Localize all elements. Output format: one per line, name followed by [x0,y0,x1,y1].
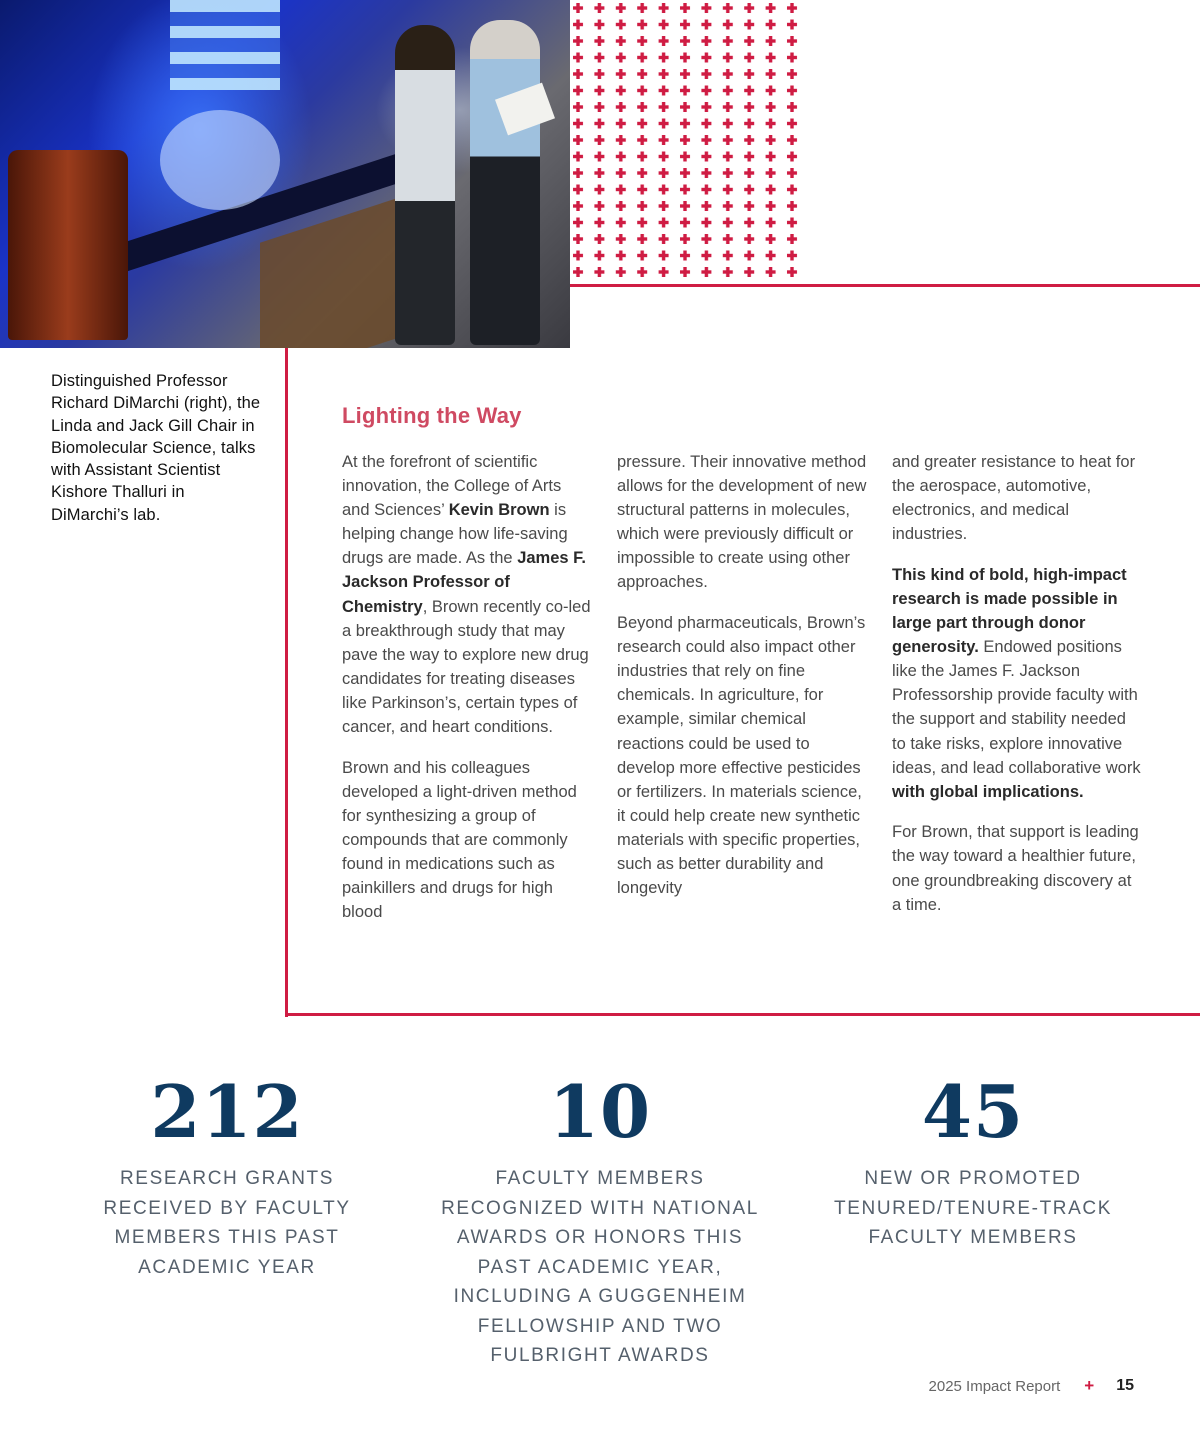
paragraph: pressure. Their innovative method allows for the development of new structural patterns in molecules, which were previously difficult or impossible to create using other approaches. [617,453,867,592]
person-right [470,20,540,345]
plus-icon: + [1084,1376,1095,1395]
stat-number: 45 [921,1069,1025,1154]
stat-label: RESEARCH GRANTS RECEIVED BY FACULTY MEMBERS THIS PAST ACADEMIC YEAR [103,1168,351,1278]
stat-label: FACULTY MEMBERS RECOGNIZED WITH NATIONAL AWARDS OR HONORS THIS PAST ACADEMIC YEAR, INCLUDING A GUGGENHEIM FELLOWSHIP AND TWO FULBRIGHT AWARDS [441,1168,759,1366]
lab-bottle [8,150,128,340]
article-title: Lighting the Way [342,403,522,428]
report-title: 2025 Impact Report [928,1377,1061,1395]
stat-research-grants [62,1068,392,1282]
lab-photo [0,0,570,348]
bold-title: James F. Jackson Professor of Chemistry [342,549,586,616]
stat-number: 10 [548,1069,652,1154]
bold-name: Kevin Brown [448,501,550,520]
paragraph [342,450,592,739]
stat-tenure-faculty [808,1068,1138,1253]
paragraph: Brown and his colleagues developed a light-driven method for synthesizing a group of compounds that are commonly found in medications such as painkillers and drugs for high blood [342,758,577,922]
article-column-3 [892,450,1142,933]
plus-pattern [570,0,804,282]
frame-line-top [570,284,1200,287]
article-column-1 [342,450,592,941]
lab-equipment-rack [170,0,280,90]
paragraph: Beyond pharmaceuticals, Brown’s research could also impact other industries that rely on fine chemicals. In agriculture, for example, similar chemical reactions could be used to develop more effective pesticides or fertilizers. In materials science, it could help create new synthetic materials with specific properties, such as better durability and longevity [617,614,866,898]
frame-line-left [285,348,288,1017]
lab-flask [160,110,280,210]
text-run: , Brown recently co-led a breakthrough study that may pave the way to explore new drug candidates for treating diseases like Parkinson’s, certain types of cancer, and heart conditions. [342,597,591,737]
stat-number: 212 [150,1069,304,1154]
bold-emphasis: This kind of bold, high-impact research is made possible in large part through donor generosity. [892,565,1127,657]
frame-line-bottom [285,1013,1200,1016]
paragraph: and greater resistance to heat for the aerospace, automotive, electronics, and medical industries. [892,453,1136,544]
paragraph: For Brown, that support is leading the way toward a healthier future, one groundbreaking discovery at a time. [892,823,1139,914]
photo-caption: Distinguished Professor Richard DiMarchi (right), the Linda and Jack Gill Chair in Biomolecular Science, talks with Assistant Scientist Kishore Thalluri in DiMarchi’s lab. [51,372,261,524]
stat-faculty-awards [435,1068,765,1371]
page-footer [929,1376,1134,1396]
text-run: Endowed positions like the James F. Jackson Professorship provide faculty with the support and stability needed to take risks, explore innovative ideas, and lead collaborative work [892,638,1141,777]
paragraph [892,563,1142,804]
text-run: is helping change how life-saving drugs are made. As the [342,501,568,568]
text-run: At the forefront of scientific innovation, the College of Arts and Sciences’ [342,453,562,520]
bold-emphasis: with global implications. [892,782,1084,801]
person-left [395,25,455,345]
stat-label: NEW OR PROMOTED TENURED/TENURE-TRACK FACULTY MEMBERS [834,1168,1112,1248]
article-column-2 [617,450,867,917]
page-number: 15 [1116,1377,1134,1394]
